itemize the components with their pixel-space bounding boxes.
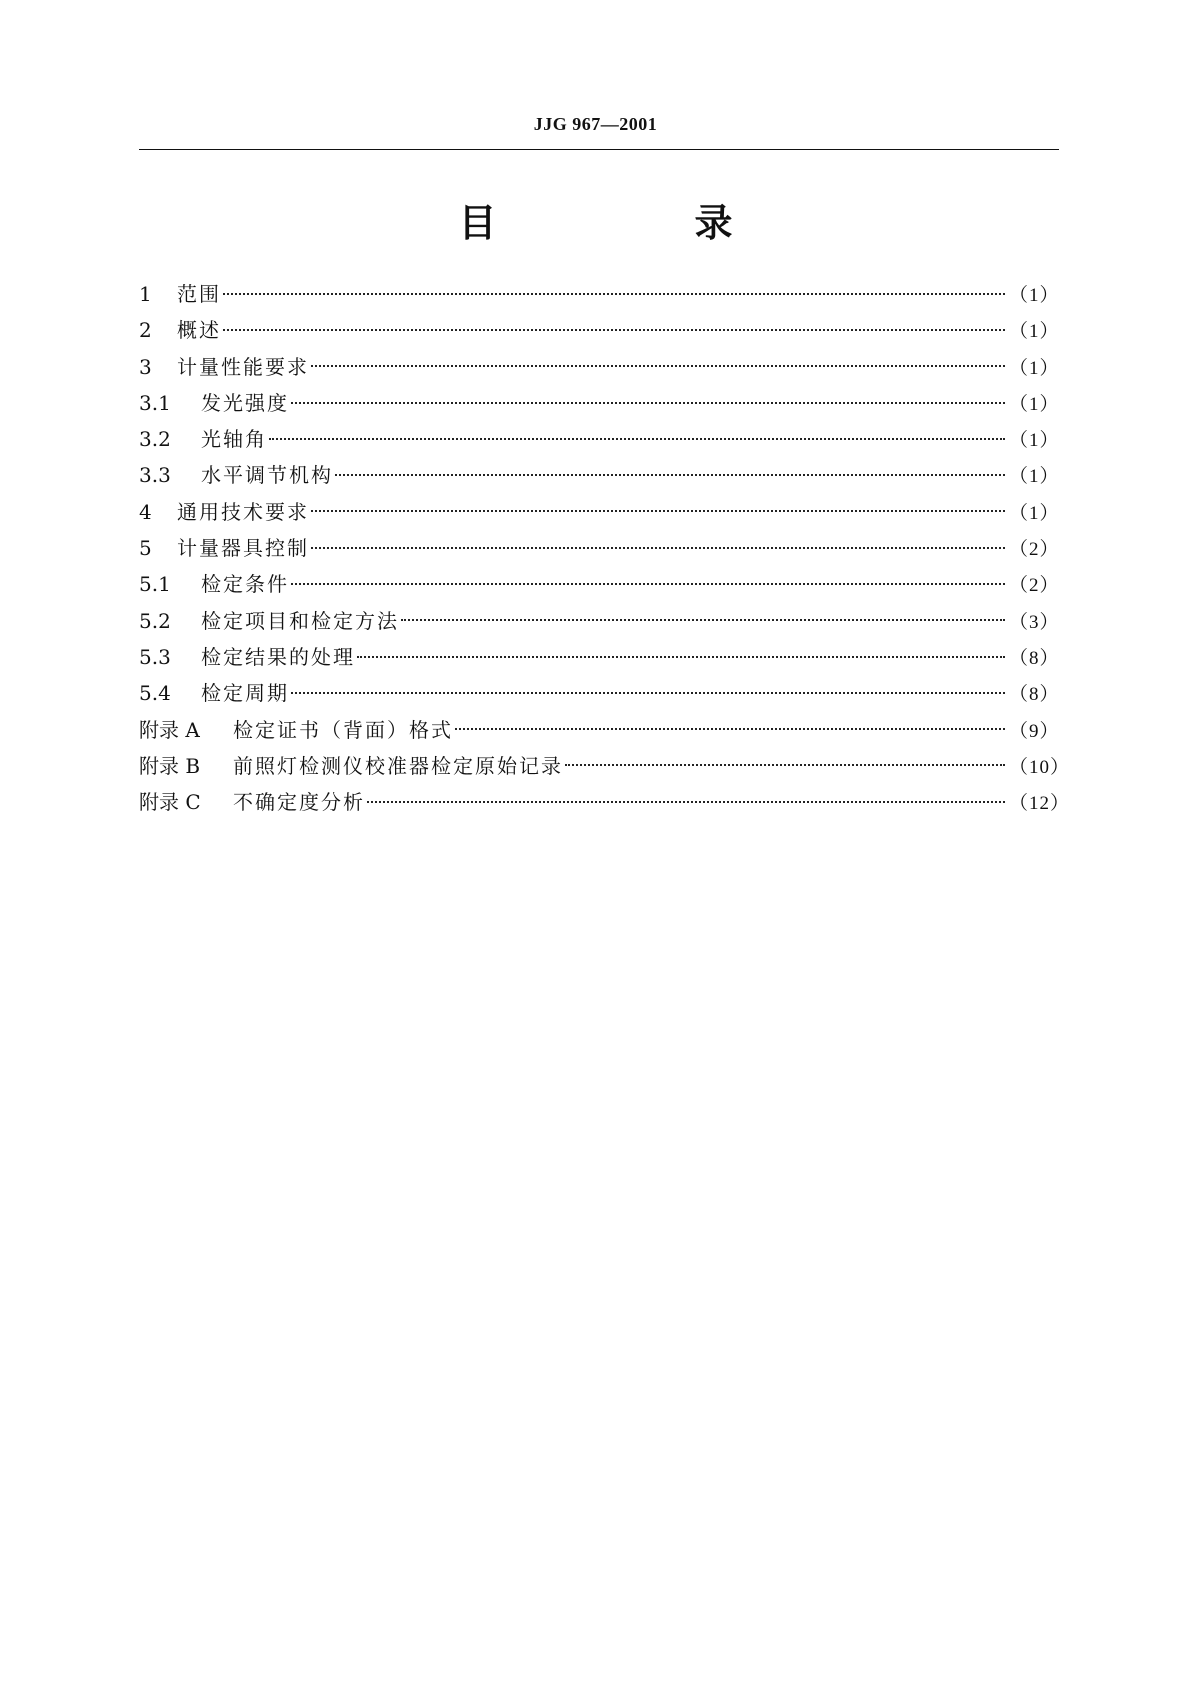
toc-entry-page: （3） [1009,611,1060,633]
toc-row[interactable] [139,713,1059,749]
toc-entry-page: （1） [1009,285,1060,306]
table-of-contents [139,277,1071,821]
toc-row[interactable] [139,386,1059,422]
toc-dot-leader [367,785,1005,809]
toc-entry-number: 5 [139,536,152,561]
toc-row[interactable] [139,458,1059,494]
toc-dot-leader [269,422,1005,446]
toc-row[interactable] [139,277,1059,313]
toc-dot-leader [311,350,1005,374]
toc-row[interactable] [139,567,1059,603]
toc-dot-leader [291,676,1005,700]
toc-entry-title: 计量器具控制 [177,536,309,561]
toc-row[interactable] [139,785,1071,821]
toc-entry-title: 通用技术要求 [177,499,309,524]
toc-entry-title: 检定周期 [201,681,289,706]
toc-entry-page: （1） [1009,357,1060,379]
toc-dot-leader [291,567,1005,591]
toc-dot-leader [335,458,1005,482]
toc-entry-number: 3.1 [139,390,171,415]
toc-row[interactable] [139,422,1059,458]
toc-entry-number: 3.3 [139,463,171,488]
toc-entry-page: （12） [1009,793,1071,815]
toc-entry-title: 检定证书（背面）格式 [233,717,453,742]
toc-entry-page: （2） [1009,539,1060,561]
toc-entry-title: 水平调节机构 [201,463,333,488]
toc-dot-leader [455,713,1005,737]
toc-entry-number: 附录 A [139,717,200,742]
toc-row[interactable] [139,676,1059,712]
header-rule [139,149,1059,150]
toc-entry-page: （1） [1009,502,1060,524]
toc-dot-leader [357,640,1005,664]
toc-entry-title: 检定结果的处理 [201,644,355,669]
toc-row[interactable] [139,531,1059,567]
toc-entry-title: 检定条件 [201,572,289,597]
toc-entry-number: 5.3 [139,644,171,669]
toc-entry-title: 光轴角 [201,427,267,452]
toc-entry-number: 5.4 [139,681,171,706]
toc-entry-title: 不确定度分析 [233,790,365,815]
toc-dot-leader [401,604,1005,628]
toc-dot-leader [223,313,1005,337]
toc-entry-page: （1） [1009,393,1060,415]
toc-entry-number: 附录 B [139,753,201,778]
standard-code-header: JJG 967—2001 [533,114,658,134]
toc-dot-leader [565,749,1005,773]
toc-row[interactable] [139,604,1059,640]
toc-entry-page: （1） [1009,430,1060,452]
toc-dot-leader [311,531,1005,555]
toc-entry-title: 范围 [177,282,221,306]
toc-entry-number: 3 [139,354,152,379]
toc-row[interactable] [139,495,1059,531]
toc-dot-leader [291,386,1005,410]
toc-entry-number: 1 [139,282,152,306]
toc-dot-leader [311,495,1005,519]
toc-entry-page: （1） [1009,466,1060,488]
toc-entry-title: 概述 [177,318,221,343]
toc-dot-leader [223,277,1005,301]
toc-entry-number: 4 [139,499,152,524]
toc-title: 目 录 [458,201,813,245]
toc-entry-title: 前照灯检测仪校准器检定原始记录 [233,753,563,778]
toc-entry-page: （8） [1009,684,1060,706]
toc-entry-number: 5.2 [139,608,171,633]
toc-row[interactable] [139,749,1071,785]
toc-entry-number: 2 [139,318,152,343]
toc-entry-title: 计量性能要求 [177,354,309,379]
toc-row[interactable] [139,640,1059,676]
toc-entry-number: 3.2 [139,427,171,452]
toc-row[interactable] [139,350,1059,386]
toc-entry-title: 发光强度 [201,390,289,415]
toc-entry-title: 检定项目和检定方法 [201,608,399,633]
toc-entry-page: （10） [1009,756,1071,778]
toc-entry-page: （9） [1009,720,1060,742]
toc-entry-page: （8） [1009,647,1060,669]
toc-entry-page: （2） [1009,575,1060,597]
toc-entry-page: （1） [1009,321,1060,343]
toc-entry-number: 附录 C [139,790,201,815]
toc-row[interactable] [139,313,1059,349]
toc-entry-number: 5.1 [139,572,171,597]
